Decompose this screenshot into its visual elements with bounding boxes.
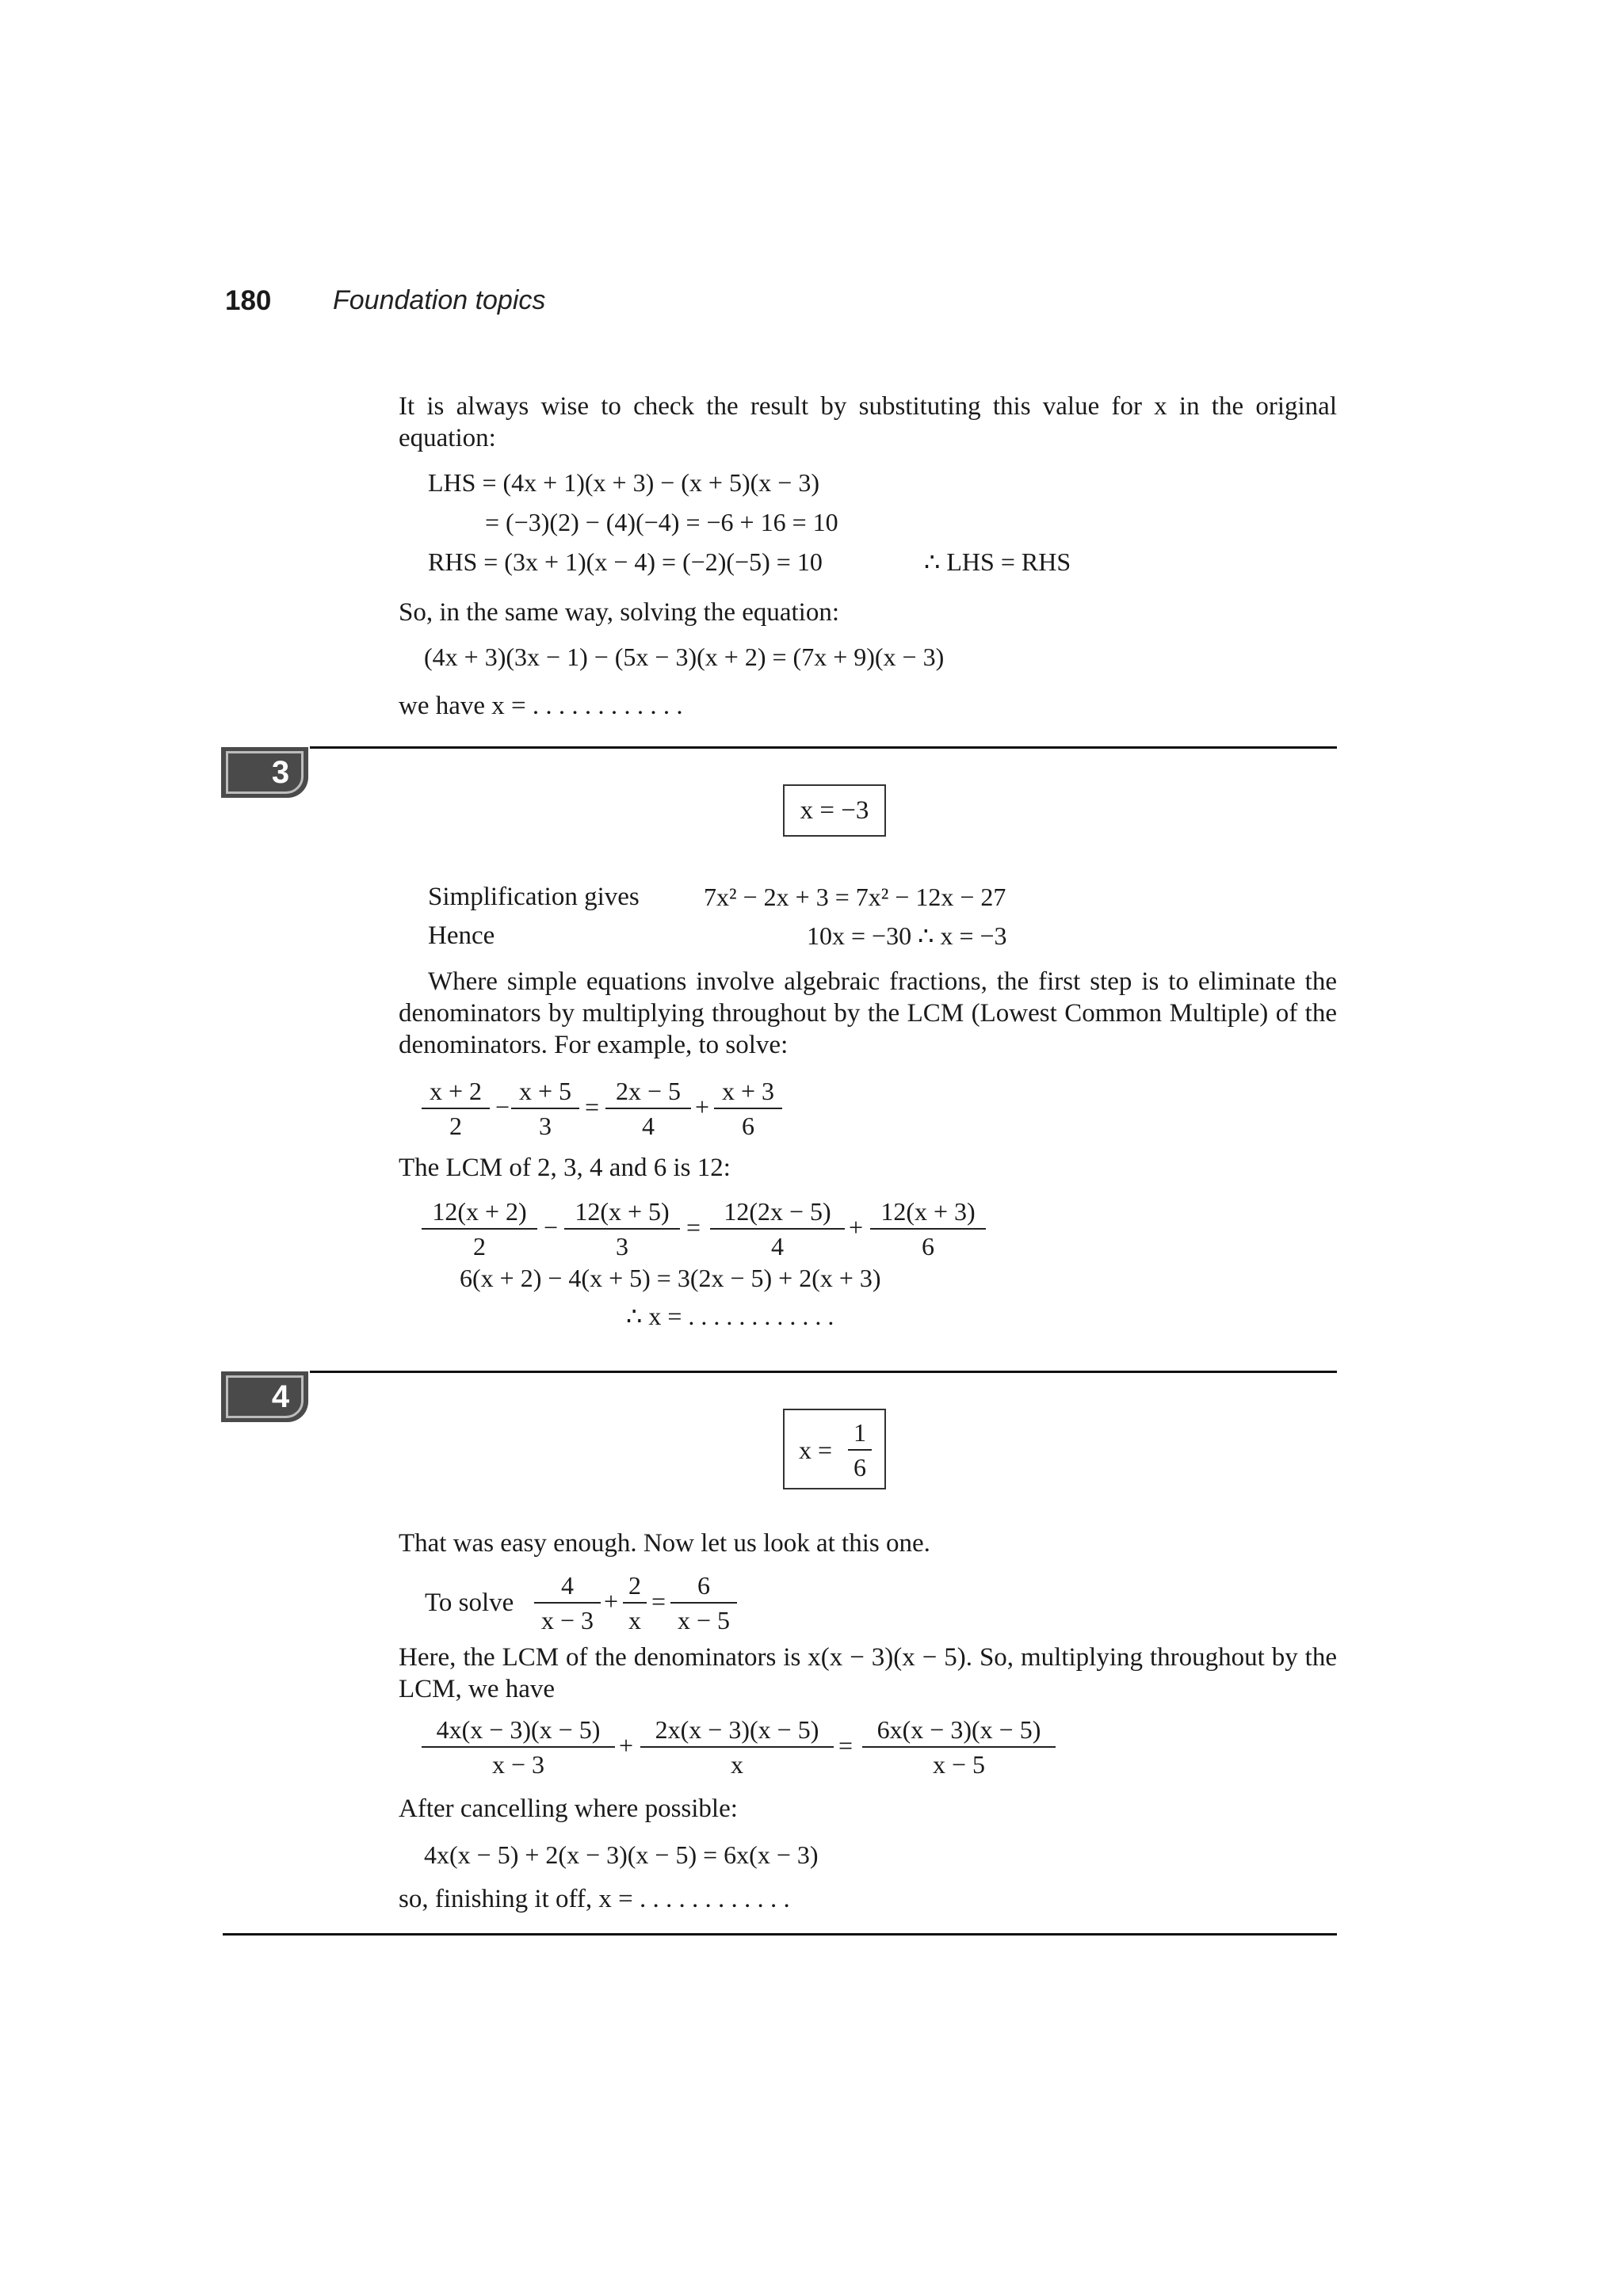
bottom-rule: [223, 1933, 1337, 1936]
frame-4-answer-fraction: $\frac{1}{6}$: [848, 1417, 872, 1482]
fraction: $\frac{2x(x - 3)(x - 5)}{x}$: [640, 1714, 834, 1779]
frame-3-badge: [221, 747, 308, 798]
plus-sign: +: [619, 1731, 634, 1760]
frame-4-rule: [310, 1371, 1337, 1373]
lhs-line-1: LHS = (4x + 1)(x + 3) − (x + 5)(x − 3): [428, 468, 819, 497]
minus-sign: −: [544, 1213, 559, 1241]
frame-3-answer: x = −3: [800, 795, 869, 825]
minus-sign: −: [495, 1093, 510, 1121]
fraction: $\frac{2x - 5}{4}$: [605, 1076, 691, 1141]
fraction: $\frac{6}{x - 5}$: [670, 1570, 737, 1635]
intro-paragraph: It is always wise to check the result by substituting this value for x in the original equation:: [399, 392, 1337, 452]
hence-equation: 10x = −30 ∴ x = −3: [807, 921, 1007, 950]
fraction: $\frac{2}{x}$: [623, 1570, 647, 1635]
same-way-text: So, in the same way, solving the equation:: [399, 598, 840, 627]
frame-4-answer-lhs: x =: [799, 1436, 833, 1464]
therefore-lhs-rhs: ∴ LHS = RHS: [924, 547, 1071, 576]
frame-4-intro: That was easy enough. Now let us look at this one.: [399, 1529, 930, 1558]
equals-sign: =: [686, 1213, 701, 1241]
fraction: $\frac{4x(x - 3)(x - 5)}{x - 3}$: [422, 1714, 615, 1779]
plus-sign: +: [604, 1587, 619, 1615]
equals-sign: =: [585, 1093, 600, 1121]
frame-4-number: 4: [271, 1379, 290, 1414]
simplification-equation: 7x² − 2x + 3 = 7x² − 12x − 27: [704, 883, 1006, 911]
fraction: $\frac{12(2x - 5)}{4}$: [710, 1196, 845, 1261]
frame-3-result-prompt: ∴ x = . . . . . . . . . . . .: [626, 1302, 834, 1330]
fraction: $\frac{12(x + 3)}{6}$: [870, 1196, 986, 1261]
fraction: $\frac{6x(x - 3)(x - 5)}{x - 5}$: [862, 1714, 1056, 1779]
plus-sign: +: [849, 1213, 864, 1241]
lcm-text: The LCM of 2, 3, 4 and 6 is 12:: [399, 1154, 731, 1182]
cancelled-equation: 4x(x − 5) + 2(x − 3)(x − 5) = 6x(x − 3): [424, 1840, 819, 1869]
rhs-line: RHS = (3x + 1)(x − 4) = (−2)(−5) = 10: [428, 547, 823, 576]
page-number: 180: [225, 285, 272, 316]
frame-4-badge: [221, 1371, 308, 1422]
equals-sign: =: [838, 1731, 854, 1760]
cancel-text: After cancelling where possible:: [399, 1794, 738, 1823]
frame-3-rule: [310, 746, 1337, 749]
frame-3-answer-box: [783, 784, 886, 837]
expanded-equation: 6(x + 2) − 4(x + 5) = 3(2x − 5) + 2(x + 3): [460, 1264, 881, 1292]
simplification-label: Simplification gives: [428, 883, 640, 911]
algebraic-fractions-paragraph: Where simple equations involve algebraic fractions, the first step is to eliminate the denominators by multiplying throughout by the LCM (Lowest Common Multiple) of the denominators. For example, to solve:: [399, 967, 1337, 1059]
fraction: $\frac{4}{x - 3}$: [534, 1570, 601, 1635]
frame-3-number: 3: [271, 754, 290, 790]
fraction: $\frac{x + 5}{3}$: [511, 1076, 579, 1141]
fraction: $\frac{12(x + 2)}{2}$: [422, 1196, 537, 1261]
to-solve-label: To solve: [425, 1589, 514, 1617]
lcm-paragraph: Here, the LCM of the denominators is x(x − 3)(x − 5). So, multiplying throughout by the LCM, we have: [399, 1643, 1337, 1703]
equals-sign: =: [651, 1587, 666, 1615]
finish-prompt: so, finishing it off, x = . . . . . . . . . . . .: [399, 1885, 790, 1913]
fraction: $\frac{x + 3}{6}$: [714, 1076, 782, 1141]
we-have-prompt: we have x = . . . . . . . . . . . .: [399, 692, 683, 720]
running-head: Foundation topics: [333, 285, 546, 315]
lhs-line-2: = (−3)(2) − (4)(−4) = −6 + 16 = 10: [485, 508, 838, 536]
fraction: $\frac{x + 2}{2}$: [422, 1076, 490, 1141]
hence-label: Hence: [428, 921, 495, 950]
plus-sign: +: [695, 1093, 710, 1121]
equation-to-solve: (4x + 3)(3x − 1) − (5x − 3)(x + 2) = (7x + 9)(x − 3): [424, 643, 945, 671]
fraction: $\frac{12(x + 5)}{3}$: [564, 1196, 680, 1261]
